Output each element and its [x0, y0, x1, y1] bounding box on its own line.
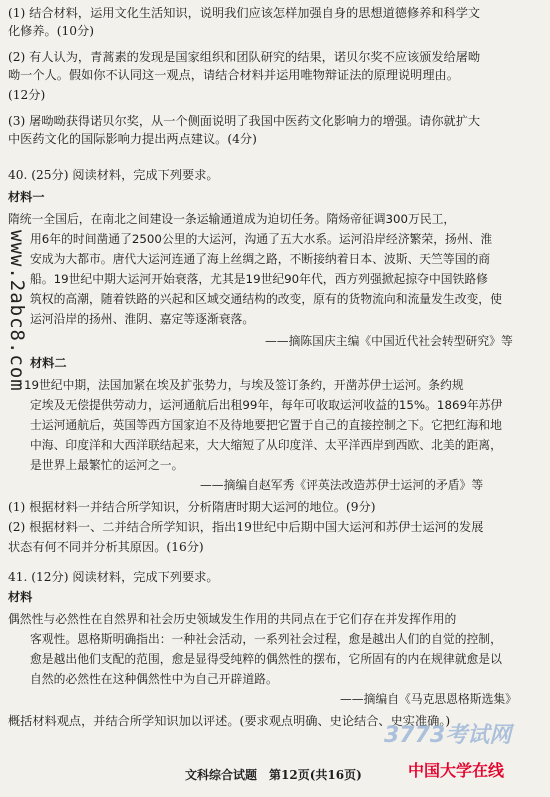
material-text-line: 筑权的高潮，随着铁路的兴起和区域交通结构的改变，原有的货物流向和流量发生改变，使 — [30, 292, 502, 306]
material-text-line: 用6年的时间凿通了2500公里的大运河，沟通了五大水系。运河沿岸经济繁荣，扬州、淮 — [30, 232, 493, 246]
q-text-line: 中医药文化的国际影响力提出两点建议。(4分) — [8, 132, 257, 146]
material-text-line: 船。19世纪中期大运河开始衰落，尤其是19世纪90年代，西方列强掀起掠夺中国铁路修 — [30, 272, 488, 286]
material-text-line: 客观性。恩格斯明确指出：一种社会活动，一系列社会过程，愈是越出人们的自觉的控制， — [30, 632, 502, 646]
question-41-heading: 41. (12分) 阅读材料，完成下列要求。 — [8, 570, 219, 584]
q-text-line: 化修养。(10分) — [8, 24, 94, 38]
material-text-line: 定埃及无偿提供劳动力，运河通航后出租99年，每年可收取运河收益的15%。1869年苏伊 — [30, 398, 503, 412]
page-footer: 文科综合试题 第12页(共16页) — [185, 768, 362, 782]
material-text-line: 运河沿岸的扬州、淮阴、嘉定等逐渐衰落。 — [30, 312, 255, 326]
material-label: 材料 — [8, 590, 33, 604]
q-text-line: (2) 根据材料一、二并结合所学知识，指出19世纪中后期中国大运河和苏伊士运河的发展 — [8, 520, 484, 534]
question-40-heading: 40. (25分) 阅读材料，完成下列要求。 — [8, 168, 219, 182]
material-2-label: 材料二 — [30, 356, 67, 370]
source-citation: ——摘陈国庆主编《中国近代社会转型研究》等 — [265, 334, 513, 348]
q-text-line: (3) 屠呦呦获得诺贝尔奖，从一个侧面说明了我国中医药文化影响力的增强。请你就扩大 — [8, 114, 481, 128]
q-text-line: (1) 结合材料，运用文化生活知识，说明我们应该怎样加强自身的思想道德修养和科学文 — [8, 6, 481, 20]
q-text-line: (2) 有人认为，青蒿素的发现是国家组织和团队研究的结果，诺贝尔奖不应该颁发给屠呦 — [8, 50, 481, 64]
watermark-url: www.2abc8.com — [6, 230, 28, 392]
site-logo-3773: 3773考试网 — [384, 723, 512, 748]
material-text-line: 19世纪中期，法国加紧在埃及扩张势力，与埃及签订条约，开凿苏伊士运河。条约规 — [24, 378, 464, 392]
source-citation: ——摘编自赵军秀《评英法改造苏伊士运河的矛盾》等 — [200, 478, 484, 492]
material-text-line: 安成为大都市。唐代大运河连通了海上丝绸之路，不断接纳着日本、波斯、天竺等国的商 — [30, 252, 491, 266]
material-text-line: 隋统一全国后，在南北之间建设一条运输通道成为迫切任务。隋炀帝征调300万民工， — [8, 212, 456, 226]
material-text-line: 愈是越出他们支配的范围，愈是显得受纯粹的偶然性的摆布，它所固有的内在规律就愈是以 — [30, 652, 502, 666]
site-logo-cn: 中国大学在线 — [408, 761, 505, 780]
q-text-line: (12分) — [8, 88, 46, 102]
source-citation: ——摘编自《马克思恩格斯选集》 — [340, 692, 517, 706]
material-text-line: 偶然性与必然性在自然界和社会历史领域发生作用的共同点在于它们存在并发挥作用的 — [8, 612, 457, 626]
material-text-line: 士运河通航后，英国等西方国家迫不及待地要把它置于自己的直接控制之下。它把红海和地 — [30, 418, 502, 432]
q-text-line: 呦一个人。假如你不认同这一观点，请结合材料并运用唯物辩证法的原理说明理由。 — [8, 68, 459, 82]
q-text-line: (1) 根据材料一并结合所学知识，分析隋唐时期大运河的地位。(9分) — [8, 500, 376, 514]
material-1-label: 材料一 — [8, 190, 45, 204]
material-text-line: 是世界上最繁忙的运河之一。 — [30, 458, 184, 472]
q-text-line: 状态有何不同并分析其原因。(16分) — [8, 540, 204, 554]
material-text-line: 中海、印度洋和大西洋联结起来，大大缩短了从印度洋、太平洋西岸到西欧、北美的距离， — [30, 438, 502, 452]
material-text-line: 自然的必然性在这种偶然性中为自己开辟道路。 — [30, 672, 278, 686]
q-text-line: 概括材料观点，并结合所学知识加以评述。(要求观点明确、史论结合、史实准确。) — [8, 714, 451, 728]
